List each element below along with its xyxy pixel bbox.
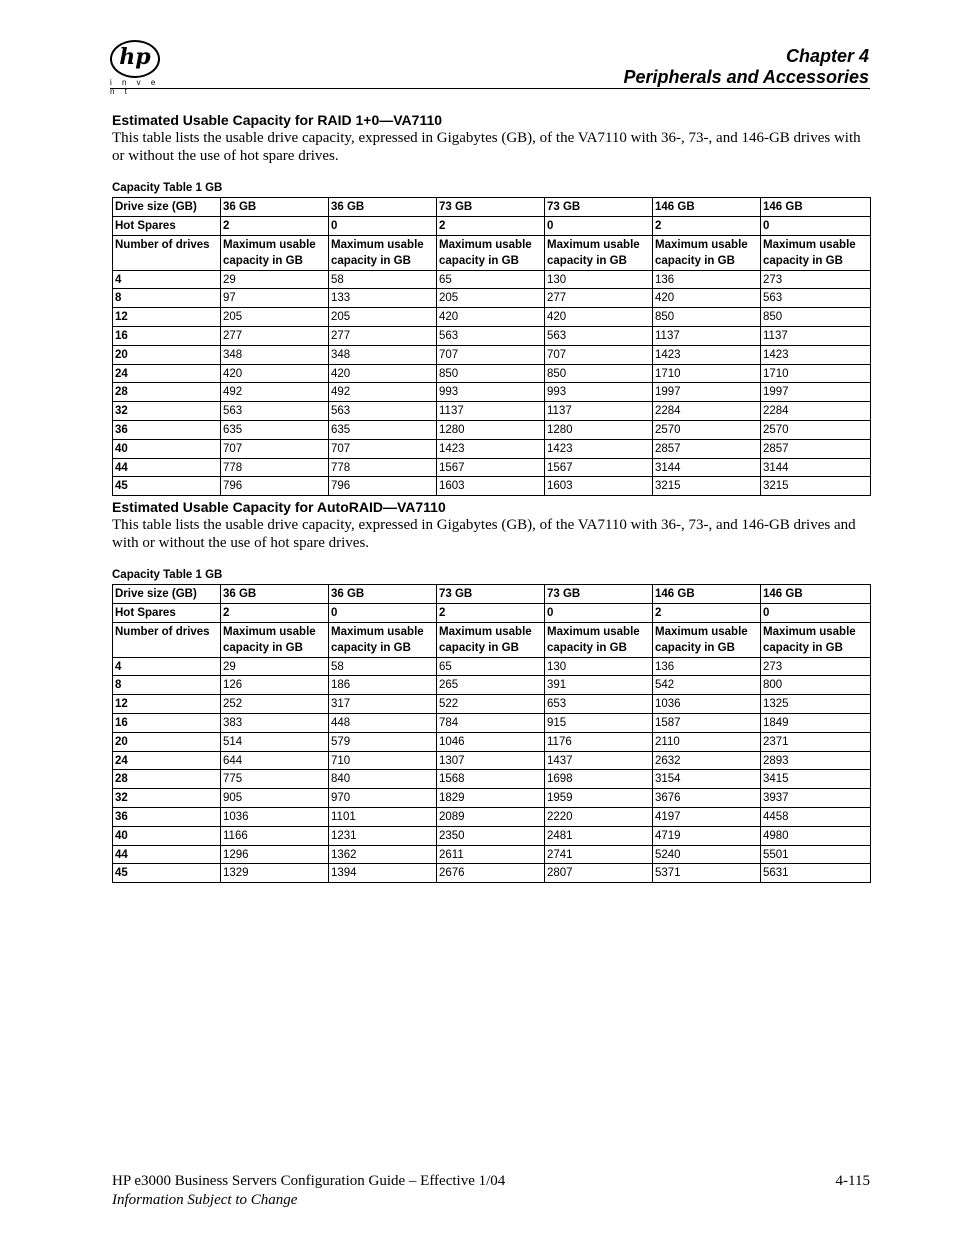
table-cell: 710	[329, 751, 437, 770]
table-cell: 1036	[221, 807, 329, 826]
table-cell: 1296	[221, 845, 329, 864]
section-raid10	[112, 112, 870, 493]
table-row	[113, 270, 871, 289]
table-cell: 1101	[329, 807, 437, 826]
table-cell: 130	[545, 657, 653, 676]
row-header-cell: Drive size (GB)	[113, 198, 221, 217]
table-row	[113, 845, 871, 864]
table-cell: 2	[437, 216, 545, 235]
row-header-cell: 40	[113, 439, 221, 458]
table-cell: 1568	[437, 770, 545, 789]
row-header-cell: 24	[113, 751, 221, 770]
table-units-row	[113, 622, 871, 657]
table-cell: 205	[437, 289, 545, 308]
table-cell: 58	[329, 657, 437, 676]
table-cell: 97	[221, 289, 329, 308]
table-header-row	[113, 585, 871, 604]
table-cell: 784	[437, 713, 545, 732]
table-cell: 1176	[545, 732, 653, 751]
table-cell: 146 GB	[761, 585, 871, 604]
row-header-cell: 12	[113, 308, 221, 327]
table-cell: 514	[221, 732, 329, 751]
row-header-cell: Number of drives	[113, 235, 221, 270]
table-cell: 317	[329, 695, 437, 714]
table-cell: 0	[761, 603, 871, 622]
table-cell: 1307	[437, 751, 545, 770]
table-cell: 800	[761, 676, 871, 695]
row-header-cell: 32	[113, 402, 221, 421]
table-cell: Maximum usable capacity in GB	[545, 235, 653, 270]
table-row	[113, 439, 871, 458]
row-header-cell: Number of drives	[113, 622, 221, 657]
table-cell: 1423	[761, 345, 871, 364]
table-cell: Maximum usable capacity in GB	[329, 235, 437, 270]
table-cell: 186	[329, 676, 437, 695]
table-cell: 1046	[437, 732, 545, 751]
table-row	[113, 676, 871, 695]
table-row	[113, 289, 871, 308]
table-cell: 775	[221, 770, 329, 789]
table-cell: 3676	[653, 789, 761, 808]
table-cell: 448	[329, 713, 437, 732]
table-row	[113, 751, 871, 770]
table-cell: 0	[329, 216, 437, 235]
table-cell: 993	[545, 383, 653, 402]
table-cell: 5631	[761, 864, 871, 883]
table-cell: 420	[221, 364, 329, 383]
row-header-cell: 44	[113, 845, 221, 864]
table-cell: 1394	[329, 864, 437, 883]
table-cell: Maximum usable capacity in GB	[545, 622, 653, 657]
table-cell: 36 GB	[329, 585, 437, 604]
table-cell: 36 GB	[221, 198, 329, 217]
table-spares-row	[113, 216, 871, 235]
table-cell: 1567	[545, 458, 653, 477]
table-cell: 3215	[761, 477, 871, 496]
table-cell: 3144	[653, 458, 761, 477]
table-cell: 2741	[545, 845, 653, 864]
row-header-cell: 16	[113, 326, 221, 345]
table-cell: Maximum usable capacity in GB	[761, 622, 871, 657]
table-cell: 796	[329, 477, 437, 496]
table-cell: 36 GB	[221, 585, 329, 604]
table-cell: 73 GB	[545, 585, 653, 604]
table-cell: 29	[221, 657, 329, 676]
table-cell: 2	[653, 603, 761, 622]
table-row	[113, 732, 871, 751]
row-header-cell: 44	[113, 458, 221, 477]
table-cell: 277	[329, 326, 437, 345]
table-cell: 420	[653, 289, 761, 308]
row-header-cell: 20	[113, 345, 221, 364]
table-cell: 635	[329, 420, 437, 439]
chapter-title: Peripherals and Accessories	[623, 67, 869, 87]
table-cell: 563	[221, 402, 329, 421]
table-cell: 1997	[653, 383, 761, 402]
table-cell: 3215	[653, 477, 761, 496]
table-row	[113, 383, 871, 402]
table-cell: Maximum usable capacity in GB	[221, 235, 329, 270]
footer-guide-title: HP e3000 Business Servers Configuration Guide – Effective 1/04	[112, 1173, 506, 1189]
table-row	[113, 770, 871, 789]
table-cell: 563	[761, 289, 871, 308]
table-cell: 1997	[761, 383, 871, 402]
table-row	[113, 364, 871, 383]
row-header-cell: 45	[113, 477, 221, 496]
table-cell: 36 GB	[329, 198, 437, 217]
table-cell: 1231	[329, 826, 437, 845]
table-cell: 0	[545, 216, 653, 235]
row-header-cell: 20	[113, 732, 221, 751]
table-cell: 579	[329, 732, 437, 751]
table-cell: 2371	[761, 732, 871, 751]
table-cell: 563	[437, 326, 545, 345]
table-cell: 796	[221, 477, 329, 496]
table-cell: 522	[437, 695, 545, 714]
table-cell: 850	[437, 364, 545, 383]
table-cell: 3937	[761, 789, 871, 808]
table-row	[113, 326, 871, 345]
table-row	[113, 477, 871, 496]
table-cell: Maximum usable capacity in GB	[329, 622, 437, 657]
table-cell: 778	[329, 458, 437, 477]
table-cell: 2220	[545, 807, 653, 826]
table-cell: 133	[329, 289, 437, 308]
table-cell: 1280	[545, 420, 653, 439]
table-cell: 2110	[653, 732, 761, 751]
table-cell: 1423	[437, 439, 545, 458]
footer-notice: Information Subject to Change	[112, 1192, 298, 1208]
table-cell: 348	[221, 345, 329, 364]
page-footer	[112, 1172, 870, 1210]
row-header-cell: 36	[113, 807, 221, 826]
row-header-cell: Drive size (GB)	[113, 585, 221, 604]
table-cell: 2089	[437, 807, 545, 826]
table-cell: 1137	[761, 326, 871, 345]
table-cell: 1437	[545, 751, 653, 770]
table-cell: 146 GB	[761, 198, 871, 217]
row-header-cell: 4	[113, 657, 221, 676]
row-header-cell: Hot Spares	[113, 603, 221, 622]
table-cell: 1362	[329, 845, 437, 864]
table-cell: 1829	[437, 789, 545, 808]
table-cell: 2	[221, 216, 329, 235]
table-cell: 146 GB	[653, 585, 761, 604]
table-cell: Maximum usable capacity in GB	[761, 235, 871, 270]
table-cell: 277	[545, 289, 653, 308]
table-cell: 1166	[221, 826, 329, 845]
table-cell: 2284	[653, 402, 761, 421]
table-cell: 653	[545, 695, 653, 714]
table-cell: 2807	[545, 864, 653, 883]
table-cell: 4980	[761, 826, 871, 845]
table-cell: 492	[329, 383, 437, 402]
table-cell: 1036	[653, 695, 761, 714]
table-cell: 1325	[761, 695, 871, 714]
table-cell: 2	[437, 603, 545, 622]
table-cell: 0	[329, 603, 437, 622]
table-cell: 2570	[653, 420, 761, 439]
table-cell: 1603	[437, 477, 545, 496]
table-caption: Capacity Table 1 GB	[112, 569, 223, 581]
table-cell: 130	[545, 270, 653, 289]
row-header-cell: 24	[113, 364, 221, 383]
table-row	[113, 402, 871, 421]
table-cell: 420	[329, 364, 437, 383]
table-cell: 4197	[653, 807, 761, 826]
table-header-row	[113, 198, 871, 217]
table-cell: 73 GB	[545, 198, 653, 217]
table-cell: 65	[437, 657, 545, 676]
table-cell: 136	[653, 270, 761, 289]
table-cell: 2857	[653, 439, 761, 458]
table-row	[113, 826, 871, 845]
table-cell: 1710	[761, 364, 871, 383]
table-cell: 1137	[653, 326, 761, 345]
table-cell: 5371	[653, 864, 761, 883]
table-cell: 2632	[653, 751, 761, 770]
table-cell: 273	[761, 657, 871, 676]
table-cell: 146 GB	[653, 198, 761, 217]
table-cell: 1137	[545, 402, 653, 421]
table-cell: 5501	[761, 845, 871, 864]
table-cell: 840	[329, 770, 437, 789]
row-header-cell: 32	[113, 789, 221, 808]
table-spares-row	[113, 603, 871, 622]
table-cell: 2284	[761, 402, 871, 421]
table-cell: 73 GB	[437, 198, 545, 217]
table-cell: 2611	[437, 845, 545, 864]
table-cell: 126	[221, 676, 329, 695]
table-row	[113, 657, 871, 676]
capacity-table-raid10	[112, 197, 871, 496]
row-header-cell: 8	[113, 676, 221, 695]
table-cell: 850	[761, 308, 871, 327]
table-cell: 1603	[545, 477, 653, 496]
section-description: This table lists the usable drive capacity, expressed in Gigabytes (GB), of the VA7110 with 36-, 73-, and 146-GB drives and with or without the use of hot spare drives.	[112, 517, 856, 551]
row-header-cell: 28	[113, 770, 221, 789]
page-number: 4-115	[835, 1173, 870, 1189]
table-cell: Maximum usable capacity in GB	[437, 235, 545, 270]
table-cell: Maximum usable capacity in GB	[653, 235, 761, 270]
header-divider	[110, 88, 870, 89]
table-row	[113, 789, 871, 808]
table-cell: 205	[329, 308, 437, 327]
row-header-cell: 45	[113, 864, 221, 883]
table-row	[113, 864, 871, 883]
table-cell: 277	[221, 326, 329, 345]
row-header-cell: 16	[113, 713, 221, 732]
table-cell: 644	[221, 751, 329, 770]
row-header-cell: 28	[113, 383, 221, 402]
table-cell: 1567	[437, 458, 545, 477]
table-cell: 65	[437, 270, 545, 289]
table-cell: 2857	[761, 439, 871, 458]
table-cell: 3415	[761, 770, 871, 789]
row-header-cell: 36	[113, 420, 221, 439]
table-cell: 707	[437, 345, 545, 364]
table-cell: 29	[221, 270, 329, 289]
table-cell: 2350	[437, 826, 545, 845]
row-header-cell: 8	[113, 289, 221, 308]
table-cell: 993	[437, 383, 545, 402]
table-cell: 850	[545, 364, 653, 383]
table-cell: Maximum usable capacity in GB	[653, 622, 761, 657]
table-cell: 1849	[761, 713, 871, 732]
table-cell: 1959	[545, 789, 653, 808]
table-cell: 420	[545, 308, 653, 327]
table-row	[113, 345, 871, 364]
table-cell: 2570	[761, 420, 871, 439]
table-cell: 563	[329, 402, 437, 421]
logo-mark: hp	[119, 44, 151, 70]
table-cell: 4719	[653, 826, 761, 845]
table-row	[113, 458, 871, 477]
table-cell: 383	[221, 713, 329, 732]
table-cell: 1423	[653, 345, 761, 364]
table-cell: 1280	[437, 420, 545, 439]
section-title: Estimated Usable Capacity for RAID 1+0—VA7110	[112, 112, 443, 128]
table-cell: 1587	[653, 713, 761, 732]
table-cell: 2676	[437, 864, 545, 883]
table-cell: 707	[545, 345, 653, 364]
table-cell: 1423	[545, 439, 653, 458]
table-cell: 5240	[653, 845, 761, 864]
row-header-cell: 4	[113, 270, 221, 289]
table-cell: 563	[545, 326, 653, 345]
table-cell: 3154	[653, 770, 761, 789]
table-cell: 905	[221, 789, 329, 808]
chapter-heading	[624, 46, 869, 88]
table-cell: 1710	[653, 364, 761, 383]
table-cell: 707	[329, 439, 437, 458]
row-header-cell: Hot Spares	[113, 216, 221, 235]
table-cell: 205	[221, 308, 329, 327]
table-cell: 1137	[437, 402, 545, 421]
table-cell: 635	[221, 420, 329, 439]
table-cell: 707	[221, 439, 329, 458]
row-header-cell: 40	[113, 826, 221, 845]
section-description: This table lists the usable drive capacity, expressed in Gigabytes (GB), of the VA7110 with 36-, 73-, and 146-GB drives with or without the use of hot spare drives.	[112, 130, 861, 164]
table-cell: 136	[653, 657, 761, 676]
section-title: Estimated Usable Capacity for AutoRAID—VA7110	[112, 499, 446, 515]
table-row	[113, 713, 871, 732]
table-cell: 1698	[545, 770, 653, 789]
table-cell: 0	[545, 603, 653, 622]
chapter-number: Chapter 4	[785, 46, 869, 66]
table-cell: 265	[437, 676, 545, 695]
table-cell: 2	[653, 216, 761, 235]
table-cell: 4458	[761, 807, 871, 826]
table-cell: 492	[221, 383, 329, 402]
hp-logo	[110, 40, 162, 96]
row-header-cell: 12	[113, 695, 221, 714]
table-row	[113, 807, 871, 826]
logo-tagline: i n v e n t	[110, 78, 160, 96]
table-cell: 2481	[545, 826, 653, 845]
table-cell: Maximum usable capacity in GB	[437, 622, 545, 657]
table-cell: 3144	[761, 458, 871, 477]
table-cell: 915	[545, 713, 653, 732]
table-cell: 778	[221, 458, 329, 477]
table-caption: Capacity Table 1 GB	[112, 182, 223, 194]
table-cell: 348	[329, 345, 437, 364]
table-row	[113, 695, 871, 714]
table-cell: 542	[653, 676, 761, 695]
table-cell: 420	[437, 308, 545, 327]
table-cell: 0	[761, 216, 871, 235]
capacity-table-autoraid	[112, 584, 871, 883]
table-row	[113, 420, 871, 439]
table-cell: 391	[545, 676, 653, 695]
table-cell: 58	[329, 270, 437, 289]
table-cell: 850	[653, 308, 761, 327]
table-cell: Maximum usable capacity in GB	[221, 622, 329, 657]
table-cell: 970	[329, 789, 437, 808]
table-units-row	[113, 235, 871, 270]
table-cell: 2893	[761, 751, 871, 770]
table-cell: 1329	[221, 864, 329, 883]
table-cell: 273	[761, 270, 871, 289]
table-cell: 252	[221, 695, 329, 714]
table-cell: 73 GB	[437, 585, 545, 604]
section-autoraid	[112, 499, 870, 880]
table-row	[113, 308, 871, 327]
table-cell: 2	[221, 603, 329, 622]
